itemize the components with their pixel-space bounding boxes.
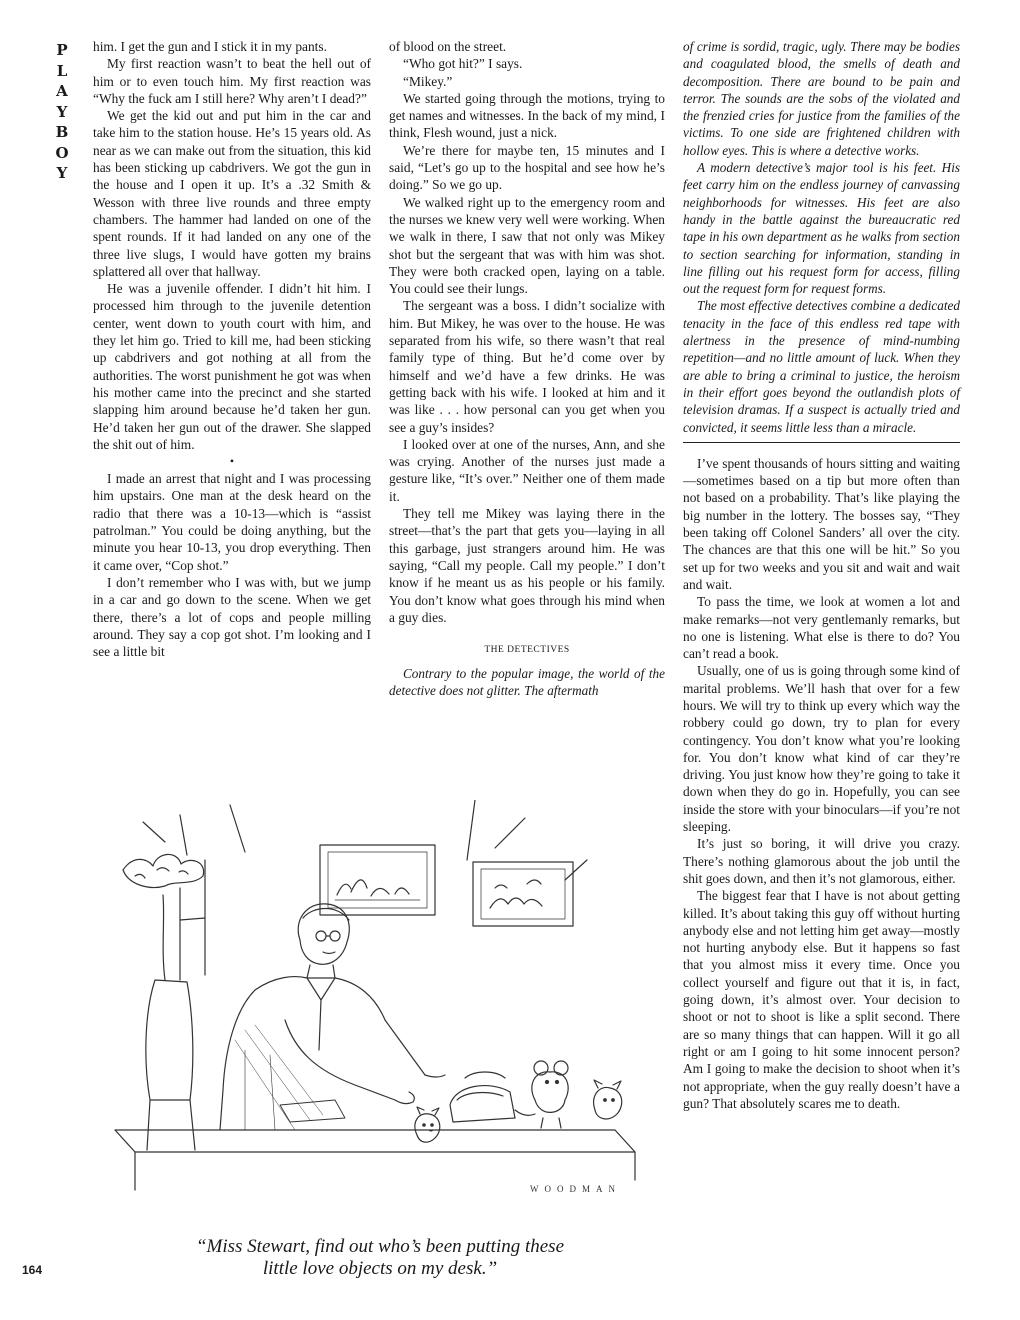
- sidebar-paragraph: The most effective detectives combine a dedicated tenacity in the face of this endless red tape with alertness in the presence of mind-numbing repetition—and no little amount of luck. When they are able to bring a criminal to justice, the heroism in their effort goes beyond the outlandish plots of television dramas. If a suspect is actually tried and convicted, it seems little less than a miracle.: [683, 298, 960, 435]
- paragraph: I don’t remember who I was with, but we jump in a car and go down to the scene. When we get there, there’s a lot of cops and people milling around. They say a cop got shot. I’m looking and I see a little bit: [93, 574, 371, 660]
- paragraph: I looked over at one of the nurses, Ann, and she was crying. Another of the nurses just made a gesture like, “It’s over.” Neither one of them made it.: [389, 436, 665, 504]
- section-separator: •: [229, 454, 235, 469]
- article-column-2: [389, 38, 665, 700]
- sidebar-paragraph: Contrary to the popular image, the world of the detective does not glitter. The aftermath: [389, 666, 665, 699]
- sidebar-paragraph: A modern detective’s major tool is his feet. His feet carry him on the endless journey of canvassing neighborhoods for witnesses. His feet are also handy in the battle against the bureaucratic red tape in his own department as he walks from section to section searching for information, standing in line filling out his request form for access, filling out the request form for request forms.: [683, 160, 960, 297]
- section-heading: THE DETECTIVES: [484, 645, 570, 656]
- masthead-letter: P: [56, 41, 68, 59]
- masthead-letter: L: [56, 61, 68, 80]
- paragraph: “Who got hit?” I says.: [403, 56, 523, 72]
- framed-picture-right: [473, 862, 573, 926]
- paragraph: of blood on the street.: [389, 39, 507, 54]
- paragraph: It’s just so boring, it will drive you crazy. There’s nothing glamorous about the job until the shit goes down, and then it’s not glamorous, either.: [683, 836, 960, 886]
- sidebar-paragraph: of crime is sordid, tragic, ugly. There may be bodies and coagulated blood, the smells of death and decomposition. There are bound to be pain and terror. The sounds are the sobs of the violated and the frenzied cries for justice from the families of the victims. To one side are frightened children with hollow eyes. This is where a detective works.: [683, 39, 960, 158]
- paragraph: They tell me Mikey was laying there in the street—that’s the part that gets you—laying in all this garbage, just strangers around him. He was saying, “Call my people. Call my people.” I don’t know if he meant us as his people or his family. You don’t know what goes through his mind when a guy dies.: [389, 506, 665, 625]
- telephone: [450, 1072, 535, 1122]
- paragraph: The biggest fear that I have is not about getting killed. It’s about taking this guy off without hurting anybody else and not letting him get away—mostly not hurting anybody else. But it happens so fast that you almost miss it every time. Once you collect yourself and figure out that it is, in fact, going down, it’s almost over. Your decision to shoot or not to shoot is like a split second. There are so many things that can happen. Will it go all right or am I going to hit some innocent person? Am I going to make the decision to shoot when it’s not appropriate, when the guy really doesn’t have a gun? That absolutely scares me to death.: [683, 888, 960, 1111]
- magazine-masthead: [52, 40, 72, 184]
- masthead-letter: B: [55, 123, 69, 141]
- caption-line: “Miss Stewart, find out who’s been putting these: [195, 1236, 565, 1257]
- desk: [115, 1100, 635, 1190]
- framed-picture-left: [320, 845, 435, 915]
- masthead-letter: Y: [56, 102, 68, 121]
- window-plant: [123, 854, 205, 980]
- caption-line: little love objects on my desk.”: [262, 1258, 498, 1279]
- paragraph: He was a juvenile offender. I didn’t hit him. I processed him through to the juvenile detention center, went down to youth court with him, and they let him go. Tried to kill me, had been sticking up cabdrivers and got nothing at all from the authorities. The worst punishment he got was when his mother came into the precinct and she started slapping him around because he’d taken her gun. He’d taken her gun out of the drawer. She slapped the shit out of him.: [93, 281, 371, 452]
- paragraph: We started going through the motions, trying to get names and witnesses. In the back of my mind, I think, Flesh wound, just a nick.: [389, 90, 665, 141]
- paragraph: Usually, one of us is going through some kind of marital problems. We’ll hash that over for a few hours. We will try to think up every which way the robbery could go down, try to plan for every contingency. You don’t know what you’re looking for. You don’t know what kind of car they’re driving. You just know how they’re going to take it down when they do go in. Hopefully, you can see inside the store with your binoculars—if you’re not sleeping.: [683, 663, 960, 835]
- sidebar-continued: [683, 38, 960, 436]
- paragraph: We’re there for maybe ten, 15 minutes and I said, “Let’s go up to the hospital and see how he’s doing.” So we go up.: [389, 142, 665, 193]
- masthead-letter: A: [56, 82, 68, 100]
- page-number: 164: [22, 1263, 43, 1277]
- cartoonist-signature: WOODMAN: [530, 1184, 621, 1194]
- paragraph: I’ve spent thousands of hours sitting and waiting—sometimes based on a tip but more often than not based on a probability. That’s like playing the big number in the lottery. The bosses say, “They been taking off Colonel Sanders’ all over the city. The chances are that this one will be hit.” So you set up for two weeks and you sit and wait and wait and wait.: [683, 455, 960, 592]
- sidebar-intro: [389, 665, 665, 700]
- masthead-letter: O: [55, 143, 69, 162]
- article-column-3: [683, 38, 960, 1112]
- cartoon-caption: [150, 1236, 610, 1280]
- paragraph: My first reaction wasn’t to beat the hell out of him or to even touch him. My first reaction was “Why the fuck am I still here? Why aren’t I dead?”: [93, 56, 371, 106]
- sidebar-rule: [683, 442, 960, 443]
- cartoon-illustration: [95, 800, 665, 1230]
- masthead-letter: Y: [56, 164, 68, 182]
- article-column-1: [93, 38, 371, 660]
- businessman: [220, 904, 445, 1130]
- paragraph: “Mikey.”: [403, 73, 453, 89]
- paragraph: him. I get the gun and I stick it in my pants.: [93, 39, 327, 54]
- paragraph: We walked right up to the emergency room and the nurses we knew very well were working. When we walk in there, I saw that not only was Mikey shot but the sergeant that was with him was shot. They were both cracked open, laying on a table. You could see their lungs.: [389, 194, 665, 297]
- paragraph: To pass the time, we look at women a lot and make remarks—not very gentlemanly remarks, but no one is listening. What else is there to do? You can’t read a book.: [683, 594, 960, 662]
- paragraph: We get the kid out and put him in the car and take him to the station house. He’s 15 years old. As near as we can make out from the situation, this kid has been sticking up cabdrivers. We got the gun in the house and I open it up. It’s a .32 Smith & Wesson with three live rounds and three empty chambers. The hammer had landed on one of the spent rounds. If it had landed on any one of the three live slugs, I would have gotten my brains splattered all over that hallway.: [93, 108, 371, 279]
- office-chair: [146, 980, 195, 1150]
- paragraph: The sergeant was a boss. I didn’t socialize with him. But Mikey, he was over to the house. He was separated from his wife, so there wasn’t that real family type of thing. But he’d come over by himself and we’d have a few drinks. He was getting back with his wife. I looked at him and it was like . . . how personal can you get when you see a guy’s insides?: [389, 298, 665, 435]
- paragraph: I made an arrest that night and I was processing him upstairs. One man at the desk heard on the radio that there was a 10-13—which is “assist patrolman.” You could be doing anything, but the minute you hear 10-13, you drop everything. Then it came over, “Cop shot.”: [93, 471, 371, 573]
- wall-lines: [143, 800, 587, 880]
